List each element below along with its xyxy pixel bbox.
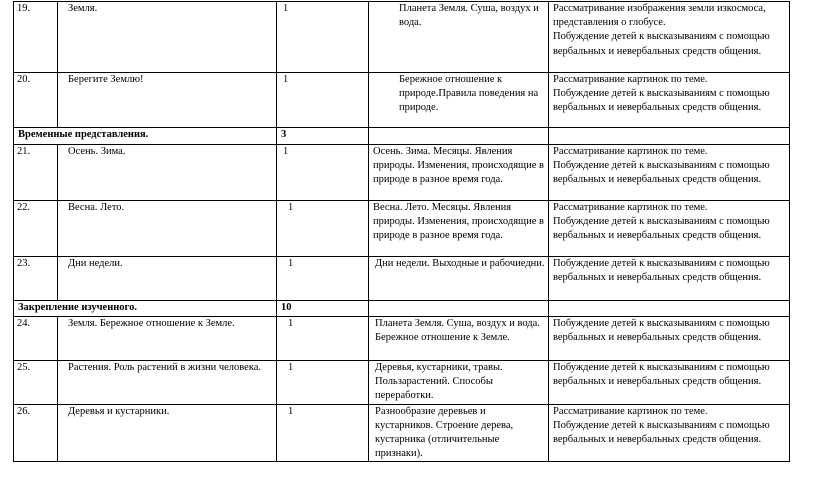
- lesson-number-cell: [14, 145, 58, 201]
- lesson-hours: 1: [288, 405, 294, 417]
- section-title-cell: [14, 128, 277, 145]
- section-row: [14, 301, 790, 317]
- lesson-activity-cell: [549, 2, 790, 73]
- lesson-activity-cell: [549, 201, 790, 257]
- lesson-number: 24.: [17, 318, 31, 329]
- lesson-row: [14, 145, 790, 201]
- lesson-topic-cell: [58, 404, 277, 462]
- lesson-number-cell: [14, 257, 58, 301]
- lesson-number-cell: [14, 2, 58, 73]
- lesson-hours-cell: [277, 257, 369, 301]
- section-hours: 3: [281, 129, 287, 140]
- empty-cell: [369, 301, 549, 317]
- lesson-number: 19.: [17, 3, 31, 14]
- empty-cell: [549, 128, 790, 145]
- lesson-activity: Рассматривание картинок по теме. Побуждение детей к высказываниям с помощью вербальных и невербальных средств общения.: [553, 202, 770, 242]
- lesson-topic: Весна. Лето.: [68, 202, 125, 213]
- lesson-number-cell: [14, 73, 58, 128]
- lesson-number-cell: [14, 317, 58, 361]
- lesson-activity: Побуждение детей к высказываниям с помощью вербальных и невербальных средств общения.: [553, 318, 770, 344]
- section-title: Закрепление изученного.: [18, 302, 137, 313]
- lesson-content: Осень. Зима. Месяцы. Явления природы. Изменения, происходящие в природе в разное время года.: [373, 146, 544, 186]
- lesson-topic-cell: [58, 145, 277, 201]
- lesson-topic: Дни недели.: [68, 258, 123, 269]
- lesson-hours-cell: [277, 2, 369, 73]
- lesson-activity-cell: [549, 145, 790, 201]
- lesson-row: [14, 2, 790, 73]
- curriculum-table: [13, 1, 790, 462]
- lesson-content-cell: [369, 317, 549, 361]
- lesson-row: [14, 404, 790, 462]
- lesson-content-cell: [369, 201, 549, 257]
- lesson-activity: Рассматривание картинок по теме. Побуждение детей к высказываниям с помощью вербальных и невербальных средств общения.: [553, 74, 770, 114]
- lesson-topic: Растения. Роль растений в жизни человека.: [68, 362, 262, 373]
- lesson-number: 22.: [17, 202, 31, 213]
- lesson-topic: Земля. Бережное отношение к Земле.: [68, 318, 235, 329]
- lesson-hours-cell: [277, 317, 369, 361]
- lesson-hours-cell: [277, 404, 369, 462]
- lesson-activity: Побуждение детей к высказываниям с помощью вербальных и невербальных средств общения.: [553, 258, 770, 284]
- lesson-number: 23.: [17, 258, 31, 269]
- lesson-content-cell: [369, 73, 549, 128]
- lesson-hours-cell: [277, 145, 369, 201]
- lesson-content: Разнообразие деревьев и кустарников. Строение дерева, кустарника (отличительные признаки).: [375, 405, 514, 460]
- lesson-topic: Земля.: [68, 3, 98, 14]
- lesson-number-cell: [14, 361, 58, 405]
- lesson-content-cell: [369, 257, 549, 301]
- lesson-content-cell: [369, 404, 549, 462]
- lesson-row: [14, 361, 790, 405]
- lesson-content: Планета Земля. Суша, воздух и вода.: [399, 3, 539, 29]
- section-title: Временные представления.: [18, 129, 149, 140]
- lesson-activity: Рассматривание картинок по теме. Побуждение детей к высказываниям с помощью вербальных и невербальных средств общения.: [553, 146, 770, 186]
- lesson-topic-cell: [58, 73, 277, 128]
- lesson-hours: 1: [283, 146, 289, 157]
- lesson-hours: 1: [288, 318, 294, 329]
- lesson-content: Весна. Лето. Месяцы. Явления природы. Изменения, происходящие в природе в разное время года.: [373, 202, 544, 242]
- lesson-number-cell: [14, 201, 58, 257]
- lesson-topic-cell: [58, 2, 277, 73]
- lesson-row: [14, 257, 790, 301]
- lesson-hours-cell: [277, 201, 369, 257]
- lesson-activity-cell: [549, 404, 790, 462]
- lesson-topic-cell: [58, 317, 277, 361]
- lesson-number-cell: [14, 404, 58, 462]
- section-row: [14, 128, 790, 145]
- empty-cell: [549, 301, 790, 317]
- lesson-activity: Рассматривание изображения земли изкосмоса, представления о глобусе. Побуждение детей к высказываниям с помощью вербальных и невербальных средств общения.: [553, 3, 770, 57]
- lesson-row: [14, 201, 790, 257]
- section-hours-cell: [277, 128, 369, 145]
- lesson-number: 25.: [17, 362, 31, 373]
- lesson-hours: 1: [288, 202, 294, 213]
- lesson-activity-cell: [549, 73, 790, 128]
- lesson-content: Дни недели. Выходные и рабочиедни.: [375, 258, 545, 269]
- lesson-content: Планета Земля. Суша, воздух и вода. Бережное отношение к Земле.: [375, 318, 540, 344]
- lesson-row: [14, 73, 790, 128]
- lesson-number: 26.: [17, 405, 31, 417]
- section-title-cell: [14, 301, 277, 317]
- lesson-activity: Рассматривание картинок по теме. Побуждение детей к высказываниям с помощью вербальных и невербальных средств общения.: [553, 405, 770, 446]
- lesson-activity-cell: [549, 317, 790, 361]
- lesson-content: Деревья, кустарники, травы. Пользарастений. Способы переработки.: [375, 362, 503, 402]
- section-hours-cell: [277, 301, 369, 317]
- lesson-activity: Побуждение детей к высказываниям с помощью вербальных и невербальных средств общения.: [553, 362, 770, 388]
- lesson-hours-cell: [277, 361, 369, 405]
- lesson-topic: Берегите Землю!: [68, 74, 144, 85]
- lesson-activity-cell: [549, 257, 790, 301]
- lesson-content-cell: [369, 361, 549, 405]
- lesson-number: 20.: [17, 74, 31, 85]
- lesson-hours-cell: [277, 73, 369, 128]
- lesson-hours: 1: [283, 74, 289, 85]
- lesson-content: Бережное отношение к природе.Правила поведения на природе.: [399, 74, 539, 114]
- lesson-content-cell: [369, 2, 549, 73]
- lesson-topic-cell: [58, 361, 277, 405]
- lesson-topic: Деревья и кустарники.: [68, 405, 170, 417]
- empty-cell: [369, 128, 549, 145]
- lesson-activity-cell: [549, 361, 790, 405]
- section-hours: 10: [281, 302, 292, 313]
- lesson-hours: 1: [288, 258, 294, 269]
- lesson-number: 21.: [17, 146, 31, 157]
- lesson-hours: 1: [283, 3, 289, 14]
- lesson-topic-cell: [58, 201, 277, 257]
- lesson-topic: Осень. Зима.: [68, 146, 126, 157]
- lesson-content-cell: [369, 145, 549, 201]
- lesson-hours: 1: [288, 362, 294, 373]
- lesson-row: [14, 317, 790, 361]
- lesson-topic-cell: [58, 257, 277, 301]
